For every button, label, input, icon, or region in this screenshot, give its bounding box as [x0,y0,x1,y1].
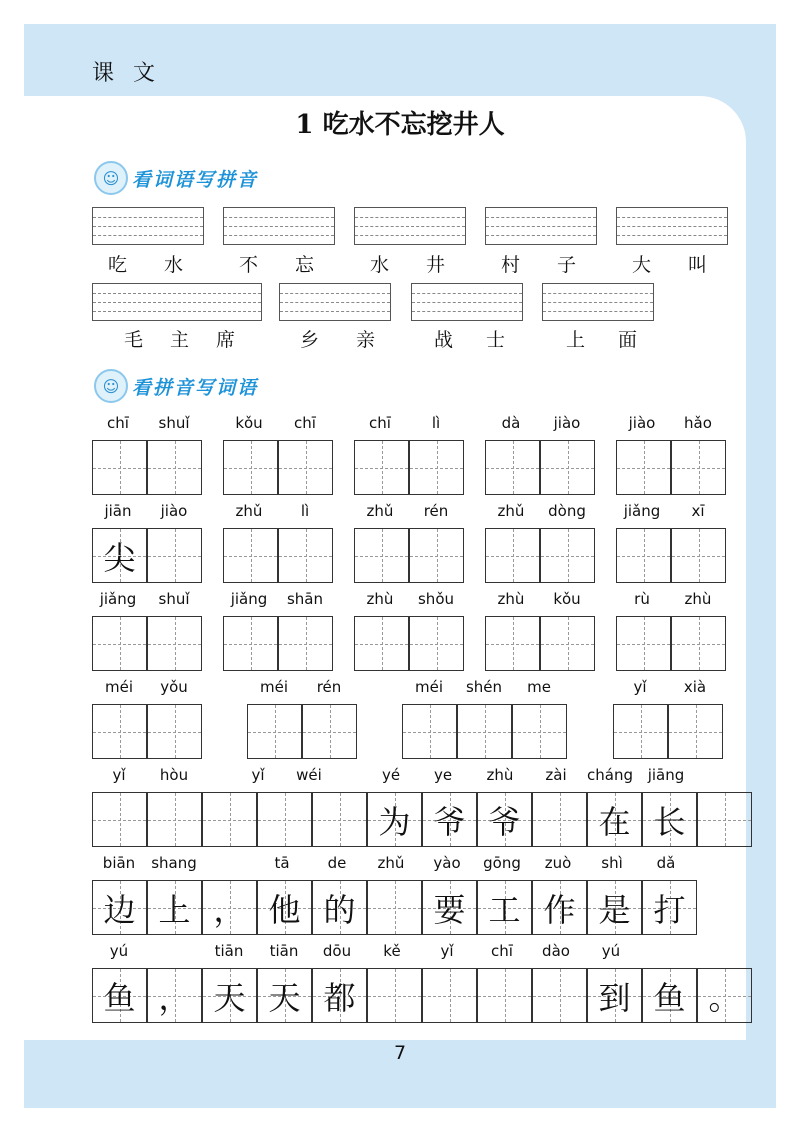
grid-guide [382,529,383,582]
character-cell[interactable] [92,704,147,759]
pinyin-label: rù [634,590,650,608]
guide-line [224,226,334,227]
word-character: 上 [566,329,586,351]
character-cell[interactable] [642,968,697,1023]
character-cell[interactable] [477,792,532,847]
character-cell[interactable] [613,704,668,759]
grid-guide [699,617,700,670]
cell-character: 为 [378,802,411,841]
pinyin-label: shang [151,854,197,872]
pinyin-label: rén [423,502,449,520]
grid-guide [330,705,331,758]
panda-icon: ☺ [94,161,128,195]
grid-guide [340,793,341,846]
pinyin-label: dào [542,942,570,960]
guide-line [486,235,596,236]
character-cell[interactable] [302,704,357,759]
pinyin-label: jiān [104,502,132,520]
character-cell[interactable] [257,880,312,935]
guide-line [280,293,390,294]
character-cell[interactable] [223,616,278,671]
cell-character: 。 [708,978,741,1017]
character-cell[interactable] [422,880,477,935]
character-cell[interactable] [616,616,671,671]
grid-guide [120,617,121,670]
pinyin-label: yé [381,766,401,784]
character-cell[interactable] [147,440,202,495]
pinyin-label: chī [107,414,129,432]
word-character: 叫 [688,254,708,276]
pinyin-label: yú [109,942,129,960]
cell-character: 在 [598,802,631,841]
pinyin-label: yǐ [440,942,454,960]
character-cell[interactable] [485,440,540,495]
character-cell[interactable] [92,968,147,1023]
pinyin-label: jiào [553,414,581,432]
grid-guide [251,617,252,670]
grid-guide [395,881,396,934]
character-cell[interactable] [147,704,202,759]
pinyin-label: shān [286,590,324,608]
character-cell[interactable] [540,616,595,671]
character-cell[interactable] [202,792,257,847]
cell-character: 工 [488,890,521,929]
character-cell[interactable] [616,528,671,583]
guide-line [543,302,653,303]
grid-guide [699,441,700,494]
grid-guide [513,441,514,494]
cell-character: 天 [213,978,246,1017]
grid-guide [175,793,176,846]
pinyin-label: jiào [628,414,656,432]
grid-guide [382,617,383,670]
pinyin-label: zhù [486,766,514,784]
guide-line [280,311,390,312]
character-cell[interactable] [409,528,464,583]
grid-guide [644,617,645,670]
pinyin-label: hòu [159,766,189,784]
character-cell[interactable] [409,616,464,671]
cell-character: 鱼 [653,978,686,1017]
grid-guide [120,793,121,846]
grid-guide [430,705,431,758]
character-cell[interactable] [92,880,147,935]
guide-line [355,235,465,236]
grid-guide [505,969,506,1022]
grid-guide [175,529,176,582]
grid-guide [560,793,561,846]
character-cell[interactable] [367,880,422,935]
character-cell[interactable] [202,880,257,935]
guide-line [355,217,465,218]
pinyin-label: zài [545,766,567,784]
word-character: 亲 [356,329,376,351]
pinyin-label: zhǔ [235,502,263,520]
cell-character: 作 [543,890,576,929]
grid-guide [395,969,396,1022]
cell-character: 是 [598,890,631,929]
word-character: 主 [170,329,190,351]
cell-character: 边 [103,890,136,929]
pinyin-label: tā [274,854,290,872]
pinyin-label: kǒu [553,590,581,608]
grid-guide [382,441,383,494]
cell-character: ， [158,978,191,1017]
guide-line [412,293,522,294]
word-character: 水 [164,254,184,276]
pinyin-label: dòng [548,502,586,520]
grid-guide [175,617,176,670]
character-cell[interactable] [92,616,147,671]
word-character: 不 [239,254,259,276]
pinyin-label: tiān [269,942,299,960]
pinyin-label: yǐ [251,766,265,784]
pinyin-label: jiǎng [230,590,268,608]
pinyin-label: lì [300,502,310,520]
cell-character: 到 [598,978,631,1017]
grid-guide [175,705,176,758]
pinyin-label: kě [383,942,401,960]
character-cell[interactable] [671,528,726,583]
grid-guide [644,529,645,582]
pinyin-label: zhǔ [366,502,394,520]
pinyin-label: shuǐ [158,590,190,608]
guide-line [617,226,727,227]
grid-guide [120,441,121,494]
guide-line [93,311,261,312]
grid-guide [437,529,438,582]
cell-character: 上 [158,890,191,929]
cell-character: 天 [268,978,301,1017]
character-cell[interactable] [697,792,752,847]
character-cell[interactable] [668,704,723,759]
pinyin-label: shǒu [417,590,455,608]
character-cell[interactable] [671,616,726,671]
grid-guide [306,441,307,494]
character-cell[interactable] [540,528,595,583]
pinyin-label: zhù [684,590,712,608]
grid-guide [275,705,276,758]
character-cell[interactable] [147,616,202,671]
character-cell[interactable] [485,616,540,671]
character-cell[interactable] [587,792,642,847]
guide-line [224,235,334,236]
grid-guide [568,529,569,582]
character-cell[interactable] [92,792,147,847]
section-title-text: 看拼音写词语 [132,376,259,399]
character-cell[interactable] [367,968,422,1023]
grid-guide [513,617,514,670]
panda-icon: ☺ [94,369,128,403]
character-cell[interactable] [312,880,367,935]
guide-line [486,226,596,227]
guide-line [93,235,203,236]
lesson-title: 1 吃水不忘挖井人 [295,110,505,140]
pinyin-answer-box[interactable] [411,283,523,321]
section-title-write-pinyin [94,160,258,196]
word-character: 水 [370,254,390,276]
character-cell[interactable] [512,704,567,759]
pinyin-label: biān [102,854,136,872]
pinyin-label: zhǔ [497,502,525,520]
word-character: 乡 [300,329,320,351]
character-cell[interactable] [312,792,367,847]
pinyin-label: jiào [160,502,188,520]
character-cell[interactable] [247,704,302,759]
pinyin-label: ye [433,766,453,784]
word-character: 面 [618,329,638,351]
guide-line [93,226,203,227]
character-cell[interactable] [409,440,464,495]
guide-line [412,311,522,312]
grid-guide [437,617,438,670]
word-character: 士 [486,329,506,351]
guide-line [93,293,261,294]
pinyin-label: chī [369,414,391,432]
cell-character: 尖 [103,538,136,577]
pinyin-answer-box[interactable] [223,207,335,245]
grid-guide [437,441,438,494]
grid-guide [306,617,307,670]
pinyin-label: yǐ [112,766,126,784]
pinyin-label: méi [104,678,134,696]
guide-line [617,217,727,218]
grid-guide [699,529,700,582]
pinyin-label: yǐ [633,678,647,696]
pinyin-answer-box[interactable] [92,207,204,245]
character-cell[interactable] [422,968,477,1023]
cell-character: 鱼 [103,978,136,1017]
pinyin-answer-box[interactable] [542,283,654,321]
cell-character: 的 [323,890,356,929]
character-cell[interactable] [587,880,642,935]
character-cell[interactable] [202,968,257,1023]
character-cell[interactable] [147,880,202,935]
grid-guide [540,705,541,758]
character-cell[interactable] [697,968,752,1023]
word-character: 忘 [295,254,315,276]
word-character: 子 [557,254,577,276]
pinyin-label: gōng [483,854,521,872]
grid-guide [251,441,252,494]
pinyin-label: méi [414,678,444,696]
grid-guide [696,705,697,758]
character-cell[interactable] [642,792,697,847]
guide-line [280,302,390,303]
page-number: 7 [393,1042,407,1064]
pinyin-answer-box[interactable] [616,207,728,245]
character-cell[interactable] [278,440,333,495]
character-cell[interactable] [147,528,202,583]
pinyin-label: jiǎng [99,590,137,608]
character-cell[interactable] [223,440,278,495]
character-cell[interactable] [422,792,477,847]
character-cell[interactable] [354,528,409,583]
pinyin-label: kǒu [235,414,263,432]
pinyin-label: wéi [296,766,322,784]
character-cell[interactable] [671,440,726,495]
pinyin-label: yào [433,854,461,872]
character-cell[interactable] [257,968,312,1023]
pinyin-label: jiāng [647,766,685,784]
cell-character: 打 [653,890,686,929]
pinyin-label: hǎo [684,414,712,432]
pinyin-label: jiǎng [623,502,661,520]
character-cell[interactable] [587,968,642,1023]
word-character: 吃 [108,254,128,276]
pinyin-label: shén [465,678,503,696]
grid-guide [230,793,231,846]
character-cell[interactable] [532,880,587,935]
character-cell[interactable] [540,440,595,495]
pinyin-label: me [527,678,551,696]
grid-guide [251,529,252,582]
pinyin-label: yǒu [160,678,188,696]
grid-guide [644,441,645,494]
pinyin-label: xià [683,678,707,696]
cell-character: 要 [433,890,466,929]
grid-guide [306,529,307,582]
character-cell[interactable] [92,440,147,495]
pinyin-label: de [327,854,347,872]
grid-guide [568,617,569,670]
pinyin-label: chī [294,414,316,432]
guide-line [93,217,203,218]
pinyin-label: zuò [544,854,572,872]
character-cell[interactable] [92,528,147,583]
grid-guide [725,793,726,846]
pinyin-label: chī [491,942,513,960]
guide-line [412,302,522,303]
cell-character: 爷 [488,802,521,841]
grid-guide [285,793,286,846]
character-cell[interactable] [312,968,367,1023]
cell-character: 他 [268,890,301,929]
word-character: 村 [501,254,521,276]
character-cell[interactable] [457,704,512,759]
grid-guide [560,969,561,1022]
pinyin-label: rén [316,678,342,696]
word-character: 井 [426,254,446,276]
guide-line [93,302,261,303]
pinyin-label: zhǔ [377,854,405,872]
section-header-label: 课 文 [92,61,161,86]
guide-line [224,217,334,218]
guide-line [617,235,727,236]
guide-line [543,311,653,312]
guide-line [486,217,596,218]
character-cell[interactable] [278,616,333,671]
pinyin-label: lì [431,414,441,432]
character-cell[interactable] [278,528,333,583]
cell-character: 长 [653,802,686,841]
grid-guide [568,441,569,494]
pinyin-answer-box[interactable] [92,283,262,321]
character-cell[interactable] [532,968,587,1023]
pinyin-label: zhù [497,590,525,608]
pinyin-answer-box[interactable] [485,207,597,245]
pinyin-label: shuǐ [158,414,190,432]
pinyin-label: méi [259,678,289,696]
pinyin-answer-box[interactable] [354,207,466,245]
grid-guide [120,705,121,758]
pinyin-label: dōu [322,942,352,960]
character-cell[interactable] [532,792,587,847]
pinyin-label: shì [601,854,623,872]
grid-guide [175,441,176,494]
character-cell[interactable] [402,704,457,759]
pinyin-label: dà [501,414,521,432]
grid-guide [641,705,642,758]
pinyin-label: tiān [214,942,244,960]
character-cell[interactable] [477,880,532,935]
character-cell[interactable] [485,528,540,583]
grid-guide [450,969,451,1022]
character-cell[interactable] [616,440,671,495]
character-cell[interactable] [477,968,532,1023]
guide-line [355,226,465,227]
word-character: 大 [632,254,652,276]
character-cell[interactable] [354,440,409,495]
character-cell[interactable] [257,792,312,847]
guide-line [543,293,653,294]
word-character: 战 [434,329,454,351]
character-cell[interactable] [354,616,409,671]
grid-guide [485,705,486,758]
character-cell[interactable] [147,968,202,1023]
cell-character: 爷 [433,802,466,841]
cell-character: 都 [323,978,356,1017]
pinyin-answer-box[interactable] [279,283,391,321]
section-title-write-words [94,368,258,404]
pinyin-label: xī [691,502,705,520]
pinyin-label: dǎ [656,854,676,872]
character-cell[interactable] [223,528,278,583]
word-character: 毛 [124,329,144,351]
cell-character: ， [213,890,246,929]
character-cell[interactable] [147,792,202,847]
grid-guide [513,529,514,582]
pinyin-label: zhù [366,590,394,608]
word-character: 席 [216,329,236,351]
character-cell[interactable] [642,880,697,935]
character-cell[interactable] [367,792,422,847]
pinyin-label: cháng [587,766,633,784]
section-title-text: 看词语写拼音 [132,168,259,191]
pinyin-label: yú [601,942,621,960]
